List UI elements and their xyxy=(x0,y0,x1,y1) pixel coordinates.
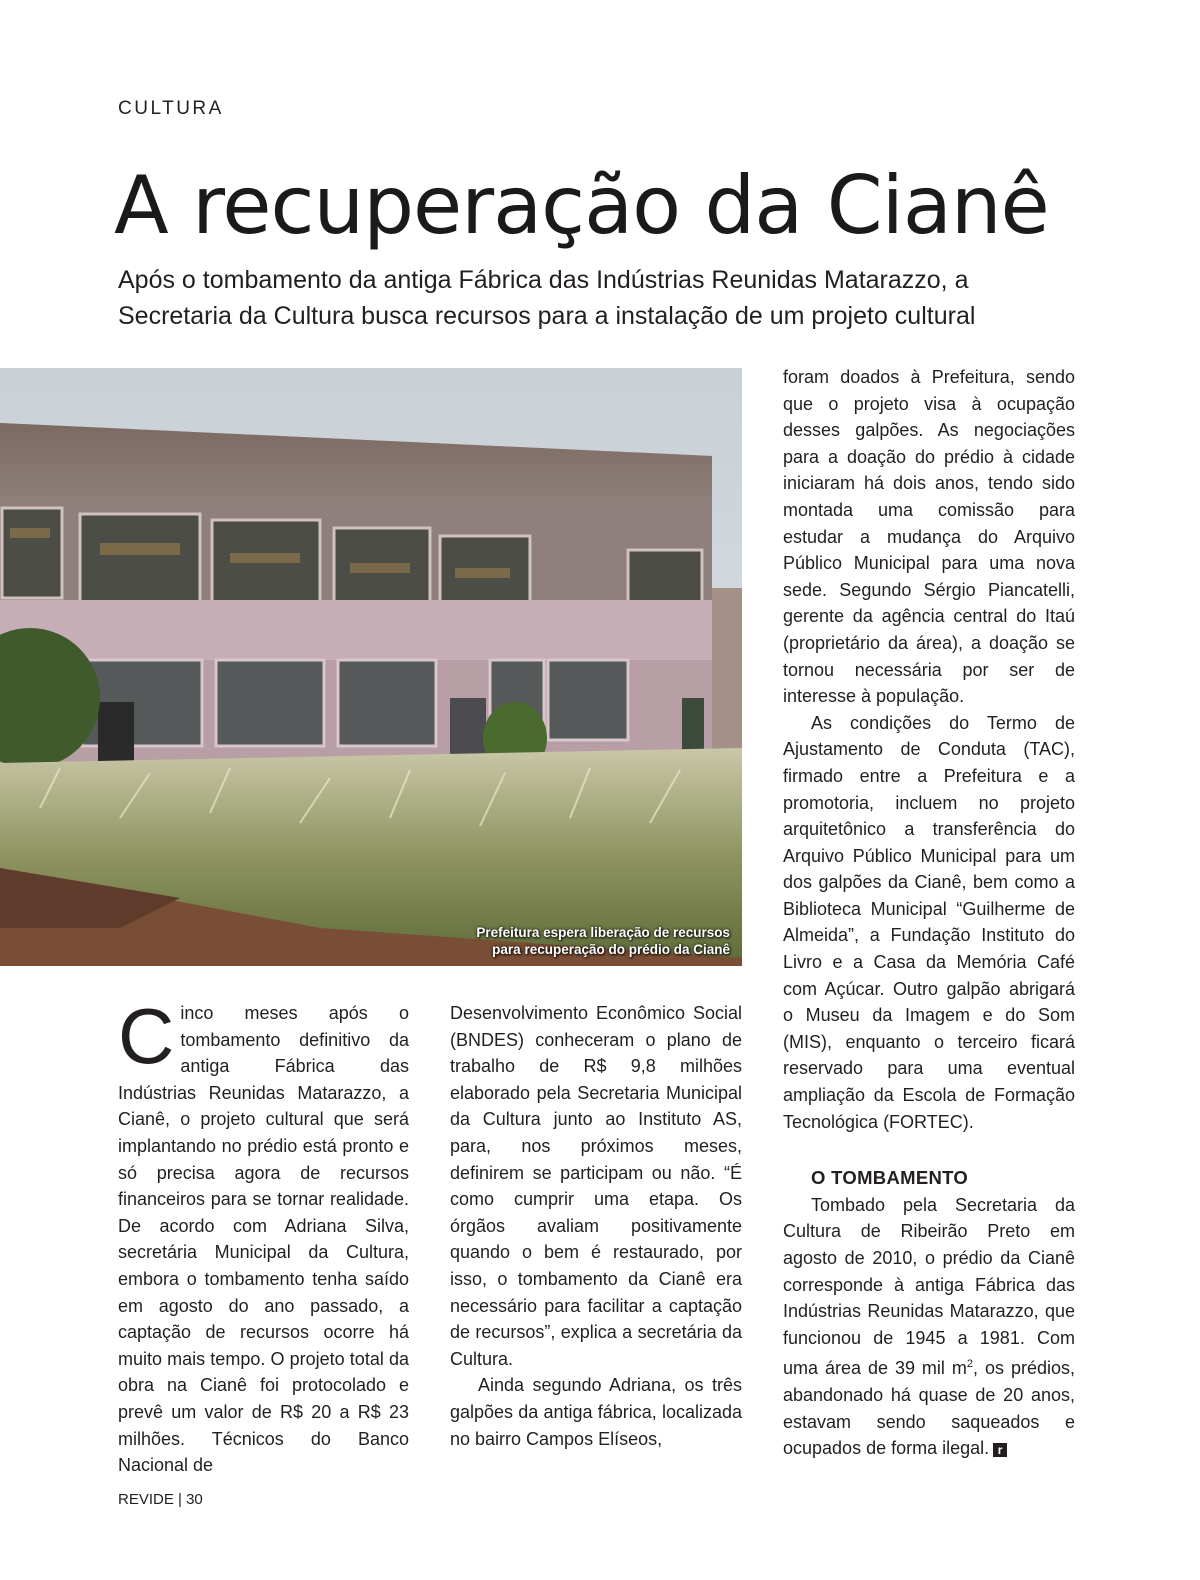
lead-paragraph: Após o tombamento da antiga Fábrica das Indústrias Reunidas Matarazzo, a Secretaria da Cultura busca recursos para a instalação de um projeto cultural xyxy=(118,266,976,330)
end-mark-icon: r xyxy=(993,1443,1007,1457)
article-column-2 xyxy=(450,1000,742,1460)
superscript: 2 xyxy=(966,1358,974,1371)
section-subhead: O TOMBAMENTO xyxy=(811,1167,969,1189)
headline: A recuperação da Cianê xyxy=(114,159,1049,252)
paragraph-4 xyxy=(783,1192,1075,1462)
photo-caption xyxy=(476,924,730,958)
paragraph-4-text-a: Tombado pela Secretaria da Cultura de Ribeirão Preto em agosto de 2010, o prédio da Cianê corresponde à antiga Fábrica das Indústrias Reunidas Matarazzo, que funcionou de 1945 a 1981. Com uma área de 39 mil m xyxy=(783,1194,1075,1379)
caption-line-2: para recuperação do prédio da Cianê xyxy=(492,942,730,957)
paragraph-3: As condições do Termo de Ajustamento de Conduta (TAC), firmado entre a Prefeitura e a promotoria, incluem no projeto arquitetônico a transferência do Arquivo Público Municipal para um dos galpões da Cianê, bem como a Biblioteca Municipal “Guilherme de Almeida”, a Fundação Instituto do Livro e a Casa da Memória Café com Açúcar. Outro galpão abrigará o Museu da Imagem e do Som (MIS), enquanto o terceiro ficará reservado para uma eventual ampliação da Escola de Formação Tecnológica (FORTEC). xyxy=(783,712,1075,1132)
article-column-3 xyxy=(783,364,1075,1464)
factory-photo xyxy=(0,368,742,966)
caption-line-1: Prefeitura espera liberação de recursos xyxy=(476,925,730,940)
paragraph-1-text: inco meses após o tombamento definitivo da antiga Fábrica das Indústrias Reunidas Matarazzo, a Cianê, o projeto cultural que será implantando no prédio está pronto e só precisa agora de recursos financeiros para se tornar realidade. De acordo com Adriana Silva, secretária Municipal da Cultura, embora o tombamento tenha saído em agosto do ano passado, a captação de recursos ocorre há muito mais tempo. O projeto total da obra na Cianê foi protocolado e prevê um valor de R$ 20 a R$ 23 milhões. Técnicos do Banco Nacional de xyxy=(118,1003,409,1476)
paragraph-2: Ainda segundo Adriana, os três galpões da antiga fábrica, localizada no bairro Campos Elíseos, xyxy=(450,1375,742,1449)
paragraph-4-text-b: , os prédios, abandonado há quase de 20 anos, estavam sendo saqueados e ocupados de forma ilegal. xyxy=(783,1358,1075,1459)
paragraph-1-continued: Desenvolvimento Econômico Social (BNDES) conheceram o plano de trabalho de R$ 9,8 milhões elaborado pela Secretaria Municipal da Cultura junto ao Instituto AS, para, nos próximos meses, definirem se participam ou não. “É como cumprir uma etapa. Os órgãos avaliam positivamente quando o bem é restaurado, por isso, o tombamento da Cianê era necessário para facilitar a captação de recursos”, explica a secretária da Cultura. xyxy=(450,1003,742,1369)
factory-illustration xyxy=(0,368,742,966)
paragraph-1 xyxy=(118,992,409,1479)
section-label: CULTURA xyxy=(118,98,224,119)
paragraph-2-continued: foram doados à Prefeitura, sendo que o projeto visa à ocupação desses galpões. As negociações para a doação do prédio à cidade iniciaram há dois anos, tendo sido montada uma comissão para estudar a mudança do Arquivo Público Municipal para uma nova sede. Segundo Sérgio Piancatelli, gerente da agência central do Itaú (proprietário da área), a doação se tornou necessária por ser de interesse à população. xyxy=(783,367,1075,707)
page-folio: REVIDE | 30 xyxy=(118,1491,203,1508)
drop-cap: C xyxy=(118,992,175,1080)
article-column-1 xyxy=(118,992,409,1476)
